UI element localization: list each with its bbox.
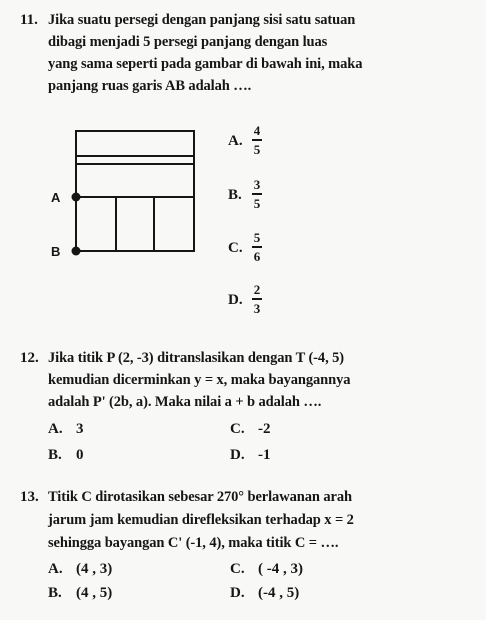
q12-option-a-letter: A.: [48, 421, 63, 437]
q13-option-b-value: (4 , 5): [76, 585, 113, 601]
q12-option-b-letter: B.: [48, 447, 62, 463]
q12-text-line-3: adalah P' (2b, a). Maka nilai a + b adalah ….: [48, 394, 322, 410]
outer-square: [76, 131, 194, 251]
q11-text-line-4: panjang ruas garis AB adalah ….: [48, 78, 252, 94]
numerator: 4: [253, 123, 261, 138]
q11-option-a-letter: A.: [228, 133, 243, 149]
q11-option-d-fraction: [252, 283, 262, 315]
q12-text-line-2: kemudian dicerminkan y = x, maka bayangannya: [48, 372, 351, 388]
q11-option-b-fraction: [252, 178, 262, 210]
denominator: 3: [253, 300, 261, 316]
square-division-figure: [40, 120, 210, 270]
q12-option-d-letter: D.: [230, 447, 245, 463]
q13-option-d-value: (-4 , 5): [258, 585, 300, 601]
label-b: B: [51, 244, 61, 259]
q12-option-d-value: -1: [258, 447, 271, 463]
q13-text-line-1: Titik C dirotasikan sebesar 270° berlawanan arah: [48, 489, 352, 505]
point-b: [72, 247, 81, 256]
numerator: 2: [253, 282, 261, 297]
q11-text-line-3: yang sama seperti pada gambar di bawah ini, maka: [48, 56, 363, 72]
q11-option-c-fraction: [252, 231, 262, 263]
q11-option-d-letter: D.: [228, 292, 243, 308]
numerator: 5: [253, 230, 261, 245]
q12-option-c-letter: C.: [230, 421, 245, 437]
q13-text-line-2: jarum jam kemudian direfleksikan terhadap x = 2: [48, 512, 354, 528]
q11-option-a-fraction: [252, 124, 262, 156]
fraction-bar: [252, 298, 262, 300]
fraction-bar: [252, 139, 262, 141]
q11-option-c-letter: C.: [228, 240, 243, 256]
q12-text-line-1: Jika titik P (2, -3) ditranslasikan dengan T (-4, 5): [48, 350, 344, 366]
q13-option-a-letter: A.: [48, 561, 63, 577]
q13-number: 13.: [20, 489, 39, 505]
denominator: 6: [253, 248, 261, 264]
q11-text-line-1: Jika suatu persegi dengan panjang sisi satu satuan: [48, 12, 356, 28]
label-a: A: [51, 190, 61, 205]
denominator: 5: [253, 195, 261, 211]
q13-option-d-letter: D.: [230, 585, 245, 601]
denominator: 5: [253, 141, 261, 157]
q12-option-a-value: 3: [76, 421, 84, 437]
q12-number: 12.: [20, 350, 39, 366]
q13-option-b-letter: B.: [48, 585, 62, 601]
numerator: 3: [253, 177, 261, 192]
q13-text-line-3: sehingga bayangan C' (-1, 4), maka titik C = ….: [48, 535, 339, 551]
fraction-bar: [252, 193, 262, 195]
q13-option-c-letter: C.: [230, 561, 245, 577]
point-a: [72, 193, 81, 202]
fraction-bar: [252, 246, 262, 248]
q11-text-line-2: dibagi menjadi 5 persegi panjang dengan luas: [48, 34, 328, 50]
q12-option-c-value: -2: [258, 421, 271, 437]
q13-option-a-value: (4 , 3): [76, 561, 113, 577]
q11-number: 11.: [20, 12, 38, 28]
q12-option-b-value: 0: [76, 447, 84, 463]
q11-option-b-letter: B.: [228, 187, 242, 203]
q13-option-c-value: ( -4 , 3): [258, 561, 303, 577]
